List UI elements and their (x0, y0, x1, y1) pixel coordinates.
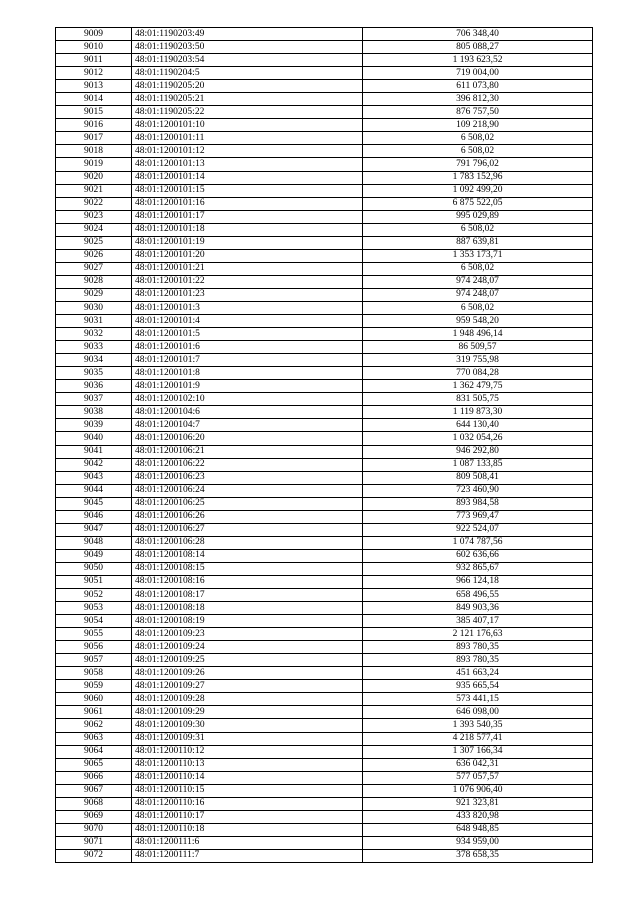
cadastral-value-cell: 6 508,02 (363, 223, 593, 236)
table-row (56, 654, 593, 667)
cadastral-value-cell: 946 292,80 (363, 445, 593, 458)
cadastral-value-cell: 648 948,85 (363, 823, 593, 836)
cadastral-value-cell: 385 407,17 (363, 615, 593, 628)
table-row (56, 236, 593, 249)
cadastral-number-cell: 48:01:1200109:30 (132, 719, 363, 732)
row-number-cell: 9021 (56, 184, 132, 197)
cadastral-number-cell: 48:01:1200106:24 (132, 484, 363, 497)
cadastral-value-cell: 6 508,02 (363, 132, 593, 145)
row-number-cell: 9032 (56, 328, 132, 341)
cadastral-value-cell: 893 780,35 (363, 654, 593, 667)
table-row (56, 171, 593, 184)
cadastral-number-cell: 48:01:1200109:29 (132, 706, 363, 719)
table-row (56, 354, 593, 367)
table-row (56, 484, 593, 497)
table-row (56, 80, 593, 93)
table-row (56, 380, 593, 393)
cadastral-value-cell: 876 757,50 (363, 106, 593, 119)
table-row (56, 810, 593, 823)
table-row (56, 93, 593, 106)
cadastral-number-cell: 48:01:1200110:12 (132, 745, 363, 758)
table-row (56, 758, 593, 771)
cadastral-value-cell: 86 509,57 (363, 341, 593, 354)
cadastral-value-cell: 932 865,67 (363, 562, 593, 575)
row-number-cell: 9041 (56, 445, 132, 458)
row-number-cell: 9034 (56, 354, 132, 367)
row-number-cell: 9070 (56, 823, 132, 836)
table-row (56, 732, 593, 745)
cadastral-number-cell: 48:01:1200101:7 (132, 354, 363, 367)
table-row (56, 706, 593, 719)
cadastral-number-cell: 48:01:1190205:20 (132, 80, 363, 93)
cadastral-value-cell: 636 042,31 (363, 758, 593, 771)
cadastral-value-cell: 396 812,30 (363, 93, 593, 106)
cadastral-value-cell: 974 248,07 (363, 275, 593, 288)
cadastral-number-cell: 48:01:1200111:7 (132, 849, 363, 862)
cadastral-value-cell: 6 508,02 (363, 262, 593, 275)
cadastral-number-cell: 48:01:1200108:15 (132, 562, 363, 575)
cadastral-value-cell: 577 057,57 (363, 771, 593, 784)
cadastral-number-cell: 48:01:1200109:26 (132, 667, 363, 680)
table-row (56, 510, 593, 523)
cadastral-number-cell: 48:01:1200109:23 (132, 628, 363, 641)
cadastral-value-cell: 921 323,81 (363, 797, 593, 810)
table-row (56, 249, 593, 262)
cadastral-value-cell: 935 665,54 (363, 680, 593, 693)
cadastral-number-cell: 48:01:1190203:54 (132, 54, 363, 67)
table-row (56, 589, 593, 602)
row-number-cell: 9051 (56, 575, 132, 588)
row-number-cell: 9063 (56, 732, 132, 745)
row-number-cell: 9056 (56, 641, 132, 654)
row-number-cell: 9031 (56, 315, 132, 328)
cadastral-value-table (55, 27, 593, 863)
row-number-cell: 9062 (56, 719, 132, 732)
cadastral-value-cell: 378 658,35 (363, 849, 593, 862)
cadastral-value-cell: 1 307 166,34 (363, 745, 593, 758)
row-number-cell: 9065 (56, 758, 132, 771)
row-number-cell: 9046 (56, 510, 132, 523)
cadastral-number-cell: 48:01:1200106:21 (132, 445, 363, 458)
row-number-cell: 9055 (56, 628, 132, 641)
row-number-cell: 9016 (56, 119, 132, 132)
row-number-cell: 9048 (56, 536, 132, 549)
table-row (56, 784, 593, 797)
table-row (56, 406, 593, 419)
cadastral-number-cell: 48:01:1200101:4 (132, 315, 363, 328)
cadastral-number-cell: 48:01:1200104:6 (132, 406, 363, 419)
table-row (56, 641, 593, 654)
cadastral-value-cell: 611 073,80 (363, 80, 593, 93)
cadastral-value-cell: 1 193 623,52 (363, 54, 593, 67)
cadastral-number-cell: 48:01:1190203:50 (132, 41, 363, 54)
table-row (56, 523, 593, 536)
cadastral-value-cell: 1 074 787,56 (363, 536, 593, 549)
cadastral-number-cell: 48:01:1200110:14 (132, 771, 363, 784)
cadastral-number-cell: 48:01:1200101:23 (132, 288, 363, 301)
cadastral-value-cell: 893 780,35 (363, 641, 593, 654)
cadastral-number-cell: 48:01:1200101:14 (132, 171, 363, 184)
cadastral-number-cell: 48:01:1190204:5 (132, 67, 363, 80)
cadastral-value-cell: 809 508,41 (363, 471, 593, 484)
cadastral-value-cell: 770 084,28 (363, 367, 593, 380)
row-number-cell: 9072 (56, 849, 132, 862)
cadastral-value-cell: 433 820,98 (363, 810, 593, 823)
cadastral-number-cell: 48:01:1200102:10 (132, 393, 363, 406)
row-number-cell: 9028 (56, 275, 132, 288)
table-row (56, 797, 593, 810)
row-number-cell: 9017 (56, 132, 132, 145)
cadastral-number-cell: 48:01:1200101:8 (132, 367, 363, 380)
table-row (56, 41, 593, 54)
cadastral-value-cell: 644 130,40 (363, 419, 593, 432)
cadastral-value-cell: 1 783 152,96 (363, 171, 593, 184)
cadastral-value-cell: 319 755,98 (363, 354, 593, 367)
table-row (56, 328, 593, 341)
table-row (56, 445, 593, 458)
table-row (56, 602, 593, 615)
cadastral-value-cell: 893 984,58 (363, 497, 593, 510)
cadastral-number-cell: 48:01:1200110:16 (132, 797, 363, 810)
table-row (56, 471, 593, 484)
cadastral-number-cell: 48:01:1200106:23 (132, 471, 363, 484)
row-number-cell: 9010 (56, 41, 132, 54)
table-row (56, 367, 593, 380)
row-number-cell: 9022 (56, 197, 132, 210)
table-row (56, 549, 593, 562)
table-row (56, 315, 593, 328)
table-row (56, 497, 593, 510)
cadastral-value-cell: 706 348,40 (363, 28, 593, 41)
row-number-cell: 9042 (56, 458, 132, 471)
row-number-cell: 9011 (56, 54, 132, 67)
cadastral-value-cell: 1 092 499,20 (363, 184, 593, 197)
row-number-cell: 9068 (56, 797, 132, 810)
cadastral-value-cell: 791 796,02 (363, 158, 593, 171)
row-number-cell: 9043 (56, 471, 132, 484)
table-row (56, 145, 593, 158)
row-number-cell: 9036 (56, 380, 132, 393)
cadastral-number-cell: 48:01:1200108:18 (132, 602, 363, 615)
table-row (56, 432, 593, 445)
cadastral-value-cell: 959 548,20 (363, 315, 593, 328)
row-number-cell: 9054 (56, 615, 132, 628)
row-number-cell: 9050 (56, 562, 132, 575)
table-row (56, 693, 593, 706)
cadastral-number-cell: 48:01:1200101:12 (132, 145, 363, 158)
row-number-cell: 9020 (56, 171, 132, 184)
cadastral-value-cell: 887 639,81 (363, 236, 593, 249)
table-row (56, 288, 593, 301)
cadastral-value-cell: 646 098,00 (363, 706, 593, 719)
cadastral-value-cell: 1 362 479,75 (363, 380, 593, 393)
cadastral-number-cell: 48:01:1200111:6 (132, 836, 363, 849)
cadastral-number-cell: 48:01:1200101:21 (132, 262, 363, 275)
row-number-cell: 9030 (56, 301, 132, 314)
cadastral-number-cell: 48:01:1200106:20 (132, 432, 363, 445)
cadastral-number-cell: 48:01:1200101:17 (132, 210, 363, 223)
cadastral-value-cell: 719 004,00 (363, 67, 593, 80)
table-row (56, 301, 593, 314)
cadastral-number-cell: 48:01:1200109:31 (132, 732, 363, 745)
cadastral-number-cell: 48:01:1200106:22 (132, 458, 363, 471)
table-row (56, 536, 593, 549)
row-number-cell: 9052 (56, 589, 132, 602)
cadastral-value-cell: 602 636,66 (363, 549, 593, 562)
cadastral-number-cell: 48:01:1200109:24 (132, 641, 363, 654)
table-row (56, 54, 593, 67)
table-row (56, 745, 593, 758)
table-row (56, 615, 593, 628)
row-number-cell: 9037 (56, 393, 132, 406)
table-row (56, 119, 593, 132)
cadastral-number-cell: 48:01:1200106:27 (132, 523, 363, 536)
table-row (56, 458, 593, 471)
cadastral-number-cell: 48:01:1200104:7 (132, 419, 363, 432)
cadastral-number-cell: 48:01:1200101:20 (132, 249, 363, 262)
cadastral-value-cell: 451 663,24 (363, 667, 593, 680)
row-number-cell: 9025 (56, 236, 132, 249)
cadastral-number-cell: 48:01:1200101:11 (132, 132, 363, 145)
row-number-cell: 9057 (56, 654, 132, 667)
cadastral-value-cell: 995 029,89 (363, 210, 593, 223)
table-row (56, 28, 593, 41)
table-row (56, 628, 593, 641)
cadastral-value-cell: 4 218 577,41 (363, 732, 593, 745)
cadastral-number-cell: 48:01:1200101:18 (132, 223, 363, 236)
row-number-cell: 9029 (56, 288, 132, 301)
cadastral-number-cell: 48:01:1200106:26 (132, 510, 363, 523)
row-number-cell: 9044 (56, 484, 132, 497)
row-number-cell: 9035 (56, 367, 132, 380)
table-row (56, 680, 593, 693)
cadastral-number-cell: 48:01:1200109:28 (132, 693, 363, 706)
row-number-cell: 9019 (56, 158, 132, 171)
cadastral-number-cell: 48:01:1200101:16 (132, 197, 363, 210)
cadastral-number-cell: 48:01:1200108:16 (132, 575, 363, 588)
document-page (55, 27, 591, 863)
row-number-cell: 9024 (56, 223, 132, 236)
cadastral-number-cell: 48:01:1200108:19 (132, 615, 363, 628)
table-row (56, 849, 593, 862)
row-number-cell: 9053 (56, 602, 132, 615)
cadastral-number-cell: 48:01:1200101:13 (132, 158, 363, 171)
row-number-cell: 9071 (56, 836, 132, 849)
cadastral-number-cell: 48:01:1200101:19 (132, 236, 363, 249)
table-row (56, 393, 593, 406)
cadastral-value-cell: 1 076 906,40 (363, 784, 593, 797)
cadastral-number-cell: 48:01:1200101:22 (132, 275, 363, 288)
cadastral-number-cell: 48:01:1200109:25 (132, 654, 363, 667)
cadastral-value-cell: 658 496,55 (363, 589, 593, 602)
table-row (56, 210, 593, 223)
row-number-cell: 9018 (56, 145, 132, 158)
cadastral-value-cell: 1 087 133,85 (363, 458, 593, 471)
row-number-cell: 9033 (56, 341, 132, 354)
cadastral-number-cell: 48:01:1200108:17 (132, 589, 363, 602)
row-number-cell: 9040 (56, 432, 132, 445)
cadastral-value-cell: 6 508,02 (363, 301, 593, 314)
table-row (56, 719, 593, 732)
cadastral-value-cell: 922 524,07 (363, 523, 593, 536)
row-number-cell: 9014 (56, 93, 132, 106)
table-row (56, 262, 593, 275)
table-row (56, 132, 593, 145)
cadastral-value-cell: 966 124,18 (363, 575, 593, 588)
row-number-cell: 9009 (56, 28, 132, 41)
table-row (56, 184, 593, 197)
cadastral-value-cell: 773 969,47 (363, 510, 593, 523)
row-number-cell: 9047 (56, 523, 132, 536)
row-number-cell: 9023 (56, 210, 132, 223)
cadastral-number-cell: 48:01:1190205:21 (132, 93, 363, 106)
table-row (56, 223, 593, 236)
cadastral-value-cell: 1 353 173,71 (363, 249, 593, 262)
row-number-cell: 9012 (56, 67, 132, 80)
table-row (56, 823, 593, 836)
table-row (56, 836, 593, 849)
cadastral-value-cell: 573 441,15 (363, 693, 593, 706)
row-number-cell: 9064 (56, 745, 132, 758)
row-number-cell: 9049 (56, 549, 132, 562)
row-number-cell: 9045 (56, 497, 132, 510)
table-row (56, 197, 593, 210)
cadastral-number-cell: 48:01:1200101:3 (132, 301, 363, 314)
cadastral-number-cell: 48:01:1200106:28 (132, 536, 363, 549)
cadastral-value-cell: 934 959,00 (363, 836, 593, 849)
cadastral-value-cell: 1 032 054,26 (363, 432, 593, 445)
row-number-cell: 9027 (56, 262, 132, 275)
row-number-cell: 9026 (56, 249, 132, 262)
table-row (56, 419, 593, 432)
cadastral-value-cell: 1 948 496,14 (363, 328, 593, 341)
row-number-cell: 9058 (56, 667, 132, 680)
cadastral-number-cell: 48:01:1200109:27 (132, 680, 363, 693)
table-row (56, 562, 593, 575)
cadastral-number-cell: 48:01:1200106:25 (132, 497, 363, 510)
row-number-cell: 9059 (56, 680, 132, 693)
cadastral-value-cell: 6 875 522,05 (363, 197, 593, 210)
cadastral-number-cell: 48:01:1200101:6 (132, 341, 363, 354)
cadastral-number-cell: 48:01:1200101:5 (132, 328, 363, 341)
cadastral-value-cell: 1 119 873,30 (363, 406, 593, 419)
row-number-cell: 9039 (56, 419, 132, 432)
row-number-cell: 9066 (56, 771, 132, 784)
table-row (56, 275, 593, 288)
cadastral-number-cell: 48:01:1200101:15 (132, 184, 363, 197)
cadastral-number-cell: 48:01:1200110:17 (132, 810, 363, 823)
table-row (56, 158, 593, 171)
cadastral-value-cell: 6 508,02 (363, 145, 593, 158)
table-row (56, 106, 593, 119)
cadastral-number-cell: 48:01:1190203:49 (132, 28, 363, 41)
table-row (56, 575, 593, 588)
row-number-cell: 9060 (56, 693, 132, 706)
cadastral-number-cell: 48:01:1200101:9 (132, 380, 363, 393)
cadastral-value-cell: 974 248,07 (363, 288, 593, 301)
cadastral-number-cell: 48:01:1200108:14 (132, 549, 363, 562)
table-row (56, 667, 593, 680)
cadastral-number-cell: 48:01:1200110:13 (132, 758, 363, 771)
table-row (56, 341, 593, 354)
cadastral-number-cell: 48:01:1200110:15 (132, 784, 363, 797)
table-row (56, 67, 593, 80)
row-number-cell: 9067 (56, 784, 132, 797)
cadastral-value-cell: 805 088,27 (363, 41, 593, 54)
cadastral-value-cell: 849 903,36 (363, 602, 593, 615)
cadastral-value-cell: 2 121 176,63 (363, 628, 593, 641)
cadastral-number-cell: 48:01:1200110:18 (132, 823, 363, 836)
table-body (56, 28, 593, 863)
table-row (56, 771, 593, 784)
cadastral-value-cell: 723 460,90 (363, 484, 593, 497)
cadastral-value-cell: 831 505,75 (363, 393, 593, 406)
cadastral-number-cell: 48:01:1200101:10 (132, 119, 363, 132)
row-number-cell: 9013 (56, 80, 132, 93)
cadastral-number-cell: 48:01:1190205:22 (132, 106, 363, 119)
row-number-cell: 9038 (56, 406, 132, 419)
cadastral-value-cell: 1 393 540,35 (363, 719, 593, 732)
cadastral-value-cell: 109 218,90 (363, 119, 593, 132)
row-number-cell: 9015 (56, 106, 132, 119)
row-number-cell: 9061 (56, 706, 132, 719)
row-number-cell: 9069 (56, 810, 132, 823)
